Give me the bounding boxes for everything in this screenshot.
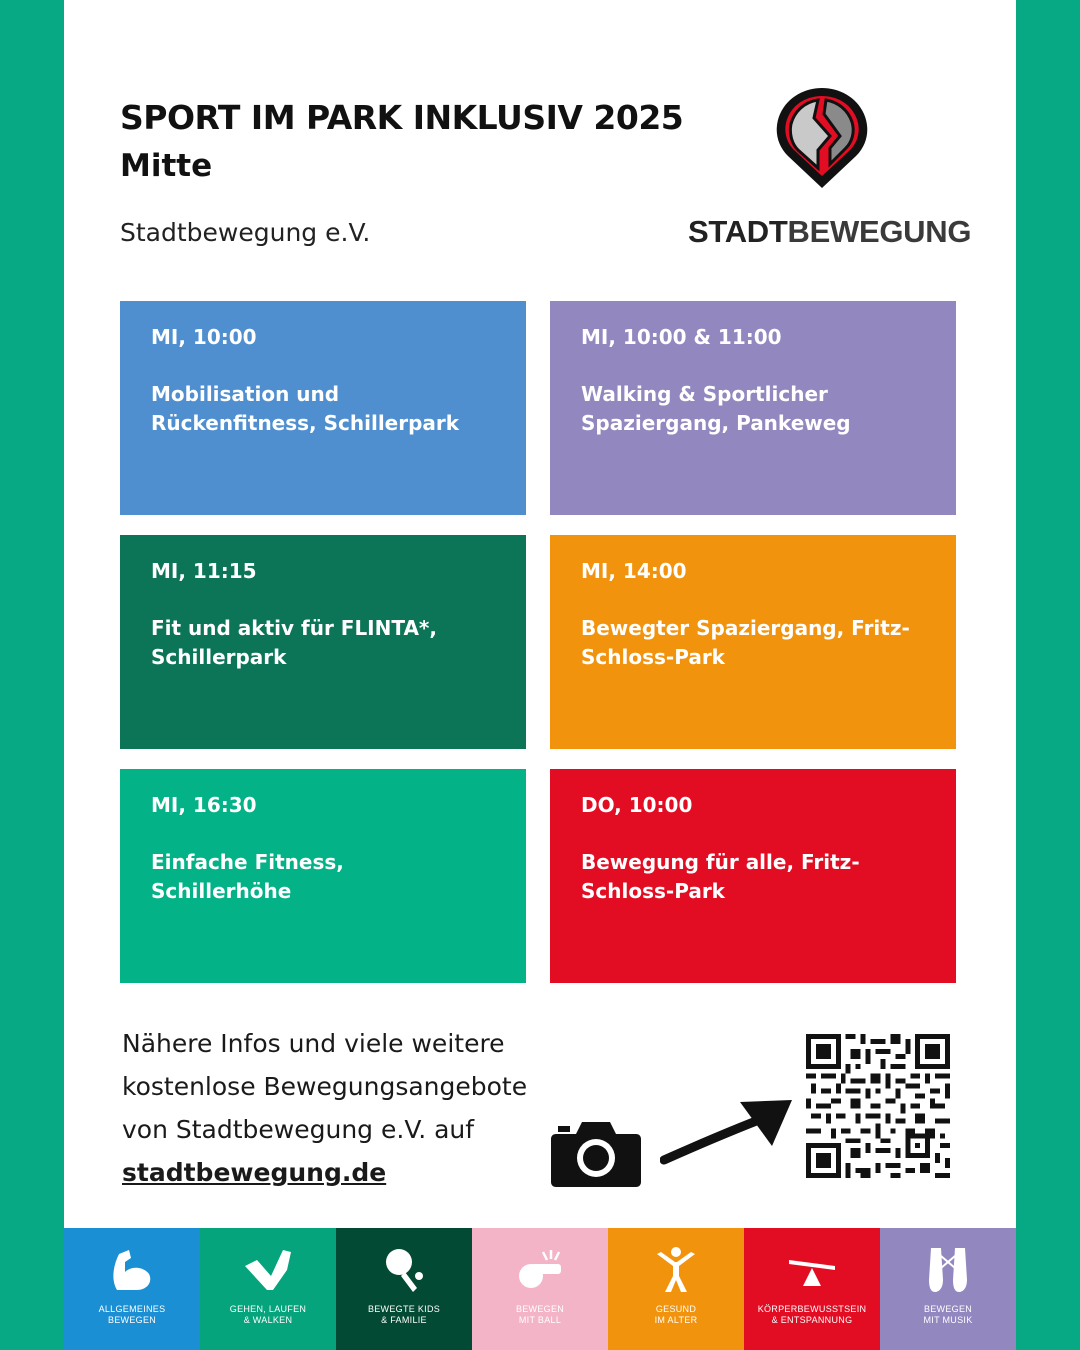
event-card[interactable]: [550, 301, 956, 515]
event-card[interactable]: [120, 301, 526, 515]
event-title: Mobilisation und Rückenfitness, Schillerpark: [151, 382, 460, 435]
website-link[interactable]: stadtbewegung.de: [122, 1158, 387, 1187]
sneaker-icon: [243, 1246, 293, 1294]
category-gesund-im-alter[interactable]: [608, 1228, 744, 1350]
wordmark-regular: BEWEGUNG: [787, 214, 972, 249]
balance-board-icon: [787, 1246, 837, 1294]
event-time: MI, 11:15: [151, 559, 257, 583]
info-line: kostenlose Bewegungsangebote: [122, 1072, 528, 1101]
category-label: GESUND IM ALTER: [654, 1304, 698, 1325]
event-title: Fit und aktiv für FLINTA*, Schillerpark: [151, 616, 437, 669]
qr-code[interactable]: [806, 1034, 950, 1178]
category-label: ALLGEMEINES BEWEGEN: [98, 1304, 166, 1325]
arrow-right-icon: [660, 1094, 794, 1168]
category-label: GEHEN, LAUFEN & WALKEN: [229, 1304, 307, 1325]
wordmark-bold: STADT: [688, 214, 788, 249]
event-card[interactable]: [550, 535, 956, 749]
ballet-shoes-icon: [923, 1246, 973, 1294]
event-time: DO, 10:00: [581, 793, 693, 817]
camera-icon: [550, 1118, 642, 1188]
info-line: von Stadtbewegung e.V. auf: [122, 1115, 475, 1144]
table-tennis-icon: [379, 1246, 429, 1294]
category-label: BEWEGTE KIDS & FAMILIE: [367, 1304, 441, 1325]
page-subtitle: Mitte: [120, 148, 213, 184]
info-line: Nähere Infos und viele weitere: [122, 1029, 505, 1058]
category-gehen-laufen-walken[interactable]: [200, 1228, 336, 1350]
event-title: Einfache Fitness, Schillerhöhe: [151, 850, 344, 903]
page-title: SPORT IM PARK INKLUSIV 2025: [120, 98, 684, 137]
flexed-arm-icon: [107, 1246, 157, 1294]
stadtbewegung-logo-icon: [774, 84, 870, 194]
organizer-name: Stadtbewegung e.V.: [120, 218, 371, 247]
category-label: BEWEGEN MIT MUSIK: [923, 1304, 973, 1325]
category-bewegen-mit-ball[interactable]: [472, 1228, 608, 1350]
category-allgemeines-bewegen[interactable]: [64, 1228, 200, 1350]
event-time: MI, 10:00 & 11:00: [581, 325, 782, 349]
category-koerperbewusstsein-entspannung[interactable]: [744, 1228, 880, 1350]
event-card[interactable]: [550, 769, 956, 983]
event-title: Bewegung für alle, Fritz-Schloss-Park: [581, 850, 860, 903]
whistle-icon: [515, 1246, 565, 1294]
event-time: MI, 10:00: [151, 325, 257, 349]
person-jumping-icon: [651, 1246, 701, 1294]
category-bewegen-mit-musik[interactable]: [880, 1228, 1016, 1350]
event-card[interactable]: [120, 769, 526, 983]
info-text: [122, 1022, 552, 1194]
category-label: BEWEGEN MIT BALL: [515, 1304, 565, 1325]
event-card[interactable]: [120, 535, 526, 749]
category-bewegte-kids-familie[interactable]: [336, 1228, 472, 1350]
category-label: KÖRPERBEWUSSTSEIN & ENTSPANNUNG: [757, 1304, 867, 1325]
event-title: Walking & Sportlicher Spaziergang, Pankeweg: [581, 382, 851, 435]
stadtbewegung-wordmark: [688, 214, 971, 250]
event-title: Bewegter Spaziergang, Fritz-Schloss-Park: [581, 616, 910, 669]
poster-sheet: [64, 0, 1016, 1228]
event-time: MI, 14:00: [581, 559, 687, 583]
category-bar: [64, 1228, 1016, 1350]
event-time: MI, 16:30: [151, 793, 257, 817]
